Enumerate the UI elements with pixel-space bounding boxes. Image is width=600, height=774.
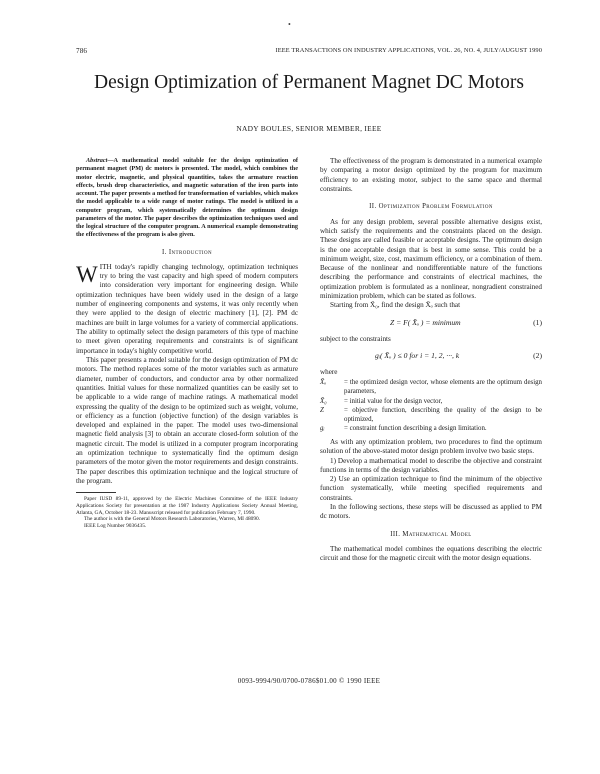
paper-title: Design Optimization of Permanent Magnet DC Motors [93, 72, 525, 93]
equation-1-expression: Z = F( X̄ₒ ) = minimum [390, 317, 461, 327]
symbol-definition [320, 379, 542, 396]
symbol-definitions [320, 379, 542, 434]
symbol-meaning: = constraint function describing a design limitation. [344, 425, 487, 433]
symbol: X̄₀ [320, 397, 327, 405]
abstract-label: Abstract [86, 157, 108, 164]
symbol: gᵢ [320, 425, 325, 433]
left-column [76, 157, 298, 529]
right-column [320, 157, 542, 564]
equation-1 [320, 316, 542, 330]
footnote-author: The author is with the General Motors Research Laboratories, Warren, MI 48090. [84, 516, 261, 523]
step-1: 1) Develop a mathematical model to describe the objective and constraint functions in terms of the design variables. [320, 456, 542, 474]
section-heading-model: III. Mathematical Model [390, 530, 472, 538]
copyright-line: 0093-9994/90/0700-0786$01.00 © 1990 IEEE [237, 677, 381, 685]
step-2: 2) Use an optimization technique to find the minimum of the objective function systematically, while meeting specified requirements and constraints. [320, 475, 542, 502]
abstract [76, 157, 298, 240]
symbol: X̄ₒ [320, 379, 327, 387]
page-mark: • [288, 20, 291, 29]
author-line: NADY BOULES, SENIOR MEMBER, IEEE [236, 124, 382, 133]
footnote-manuscript: Paper IUSD 89-11, approved by the Electric Machines Committee of the IEEE Industry Applications Society for presentation at the 1987 Industry Applications Society Annual Meeting, Atlanta, GA, October 18-23. Manuscript released for publication February 7, 1990. [76, 496, 298, 516]
symbol-definition [320, 398, 542, 407]
intro-paragraph-2: This paper presents a model suitable for the design optimization of PM dc motors. The method replaces some of the motor variables such as armature diameter, number of conductors, and conductor area by other normalized quantities. Initial values for these normalized quantities can be easily set to be applicable to a wide range of machine ratings. A mathematical model expressing the quality of the design to be optimized such as weight, volume, or efficiency as a function (objective function) of the design variables is developed and explained in the paper. The model uses two-dimensional magnetic field analysis [3] to obtain an accurate closed-form solution of the magnetic circuit. The model is utilized in a computer program incorporating an optimization technique to systematically find the optimum design parameters of the motor given the motor requirements and design constraints. The paper describes this optimization technique and the logical structure of the program. [76, 355, 298, 485]
symbol-definition [320, 407, 542, 424]
section-heading-introduction: I. Introduction [161, 248, 213, 256]
symbol: Z [320, 407, 324, 415]
symbol-meaning: = objective function, describing the quality of the design to be optimized, [344, 407, 542, 423]
model-paragraph-1: The mathematical model combines the equations describing the electric circuit and those for the magnetic circuit with the motor design equations. [320, 545, 542, 563]
footnote-log-number: IEEE Log Number 9036435. [84, 522, 147, 529]
where-text: where [320, 368, 338, 376]
equation-2 [320, 349, 542, 363]
intro-paragraph-1 [76, 263, 298, 356]
formulation-paragraph-2: Starting from X̄₀, find the design X̄ₒ such that [330, 301, 461, 310]
right-paragraph-1: The effectiveness of the program is demonstrated in a numerical example by comparing a motor design optimized by the program for maximum efficiency to an existing motor, subject to the same space and thermal constraints. [320, 157, 542, 193]
drop-cap: W [76, 261, 98, 287]
equation-1-number: (1) [533, 317, 542, 327]
subject-to-text: subject to the constraints [320, 334, 391, 343]
intro-paragraph-1-text: ITH today's rapidly changing technology, optimization techniques try to bring the vast capacity and high speed of modern computers into consideration very important for engineering design. While optimization techniques have been widely used in the design of a large number of engineering components and systems, it was only recently when they were applied to the design of electric machinery [1], [2]. PM dc machines are built in large volumes for a variety of commercial applications. The ability to optimally select the design parameters of this type of machine to meet given operating requirements and constraints is of significant importance in today's highly competitive world. [76, 262, 298, 355]
page-header [76, 47, 542, 59]
footnote-divider [76, 492, 116, 493]
formulation-paragraph-3: As with any optimization problem, two procedures to find the optimum solution of the above-stated motor design problem involve two basic steps. [320, 437, 542, 456]
symbol-meaning: = initial value for the design vector, [344, 397, 443, 405]
symbol-meaning: = the optimized design vector, whose elements are the optimum design parameters, [344, 379, 542, 395]
symbol-definition [320, 425, 542, 434]
page-number: 786 [76, 47, 88, 55]
formulation-paragraph-1: As for any design problem, several possible alternative designs exist, which satisfy the requirements and the constraints placed on the design. These designs are called feasible or acceptable designs. The optimum design is the one acceptable design that is best in some sense. This could be a minimum weight, size, cost, maximum efficiency, or a combination of them. Because of the nonlinear and nondifferentiable nature of the functions describing the performance and constraints of electrical machines, the optimization problem is formulated as a nonlinear, nongradient constrained minimization problem, which can be stated as follows. [320, 217, 542, 301]
equation-2-number: (2) [533, 351, 542, 360]
formulation-paragraph-4: In the following sections, these steps will be discussed as applied to PM dc motors. [320, 503, 542, 521]
abstract-text: —A mathematical model suitable for the design optimization of permanent magnet (PM) dc motors is presented. The model, which combines the motor electric, magnetic, and physical quantities, takes the armature reaction effects, brush drop characteristics, and magnetic saturation of the iron parts into account. The paper presents a method for transformation of variables, which makes the model applicable to a wide range of motor ratings. The model is utilized in a computer program, which systematically determines the optimum design parameters of the motor. The paper describes the optimization techniques used and the logical structure of the computer program. A numerical example demonstrating the effectiveness of the program is also given. [76, 157, 298, 239]
journal-running-head: IEEE TRANSACTIONS ON INDUSTRY APPLICATIONS, VOL. 26, NO. 4, JULY/AUGUST 1990 [275, 47, 542, 54]
equation-2-expression: gᵢ( X̄ₒ ) ≤ 0 for i = 1, 2, ···, k [375, 351, 460, 360]
section-heading-formulation: II. Optimization Problem Formulation [369, 203, 493, 211]
